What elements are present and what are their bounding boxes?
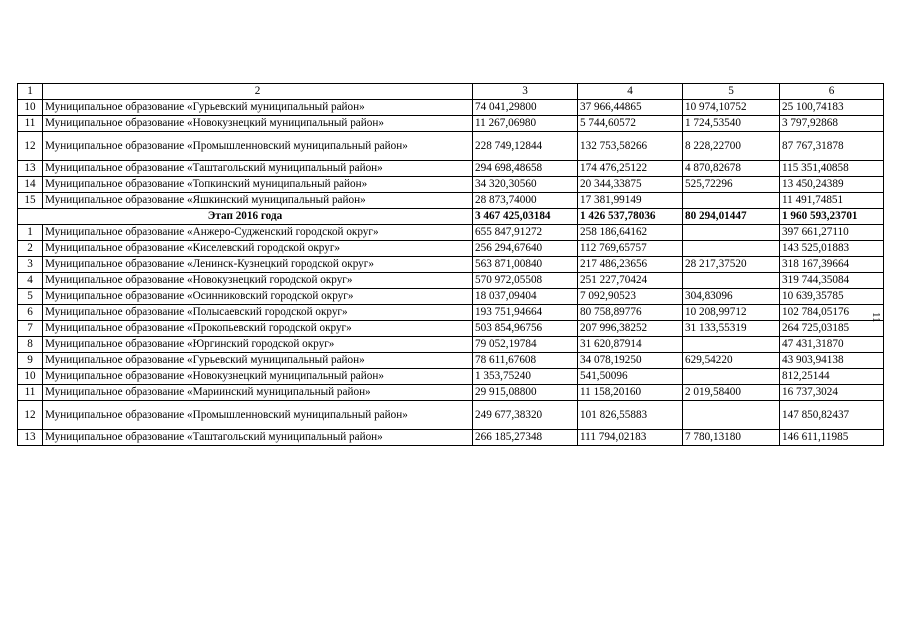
- value-col-5: 1 724,53540: [683, 116, 780, 132]
- value-col-5: 10 974,10752: [683, 100, 780, 116]
- value-col-6: 146 611,11985: [780, 430, 884, 446]
- value-col-4: 207 996,38252: [578, 321, 683, 337]
- row-number: 3: [18, 257, 43, 273]
- value-col-5: 28 217,37520: [683, 257, 780, 273]
- row-number: 15: [18, 193, 43, 209]
- table-row: [18, 305, 884, 321]
- value-col-6: 318 167,39664: [780, 257, 884, 273]
- value-col-4: 31 620,87914: [578, 337, 683, 353]
- column-header: 2: [43, 84, 473, 100]
- value-col-6: 25 100,74183: [780, 100, 884, 116]
- value-col-3: 266 185,27348: [473, 430, 578, 446]
- column-header: 5: [683, 84, 780, 100]
- table-row: [18, 289, 884, 305]
- row-number: 1: [18, 225, 43, 241]
- value-col-4: 7 092,90523: [578, 289, 683, 305]
- table-row: [18, 353, 884, 369]
- value-col-4: 34 078,19250: [578, 353, 683, 369]
- stage-total-col-4: 1 426 537,78036: [578, 209, 683, 225]
- value-col-4: 20 344,33875: [578, 177, 683, 193]
- value-col-5: 7 780,13180: [683, 430, 780, 446]
- value-col-6: 115 351,40858: [780, 161, 884, 177]
- value-col-4: 174 476,25122: [578, 161, 683, 177]
- table-row: [18, 161, 884, 177]
- municipality-name: Муниципальное образование «Анжеро-Судженский городской округ»: [43, 225, 473, 241]
- table-row: [18, 132, 884, 161]
- value-col-4: 111 794,02183: [578, 430, 683, 446]
- value-col-5: 31 133,55319: [683, 321, 780, 337]
- value-col-3: 1 353,75240: [473, 369, 578, 385]
- value-col-3: 294 698,48658: [473, 161, 578, 177]
- column-header: 6: [780, 84, 884, 100]
- value-col-3: 29 915,08800: [473, 385, 578, 401]
- value-col-6: 3 797,92868: [780, 116, 884, 132]
- table-row: [18, 385, 884, 401]
- municipality-name: Муниципальное образование «Промышленновский муниципальный район»: [43, 401, 473, 430]
- table-row: [18, 273, 884, 289]
- value-col-3: 79 052,19784: [473, 337, 578, 353]
- row-number: 5: [18, 289, 43, 305]
- value-col-6: 13 450,24389: [780, 177, 884, 193]
- table-row: [18, 369, 884, 385]
- value-col-6: 10 639,35785: [780, 289, 884, 305]
- column-header: 3: [473, 84, 578, 100]
- value-col-4: 11 158,20160: [578, 385, 683, 401]
- municipality-name: Муниципальное образование «Ленинск-Кузнецкий городской округ»: [43, 257, 473, 273]
- table-row: [18, 100, 884, 116]
- value-col-3: 78 611,67608: [473, 353, 578, 369]
- table-row: [18, 225, 884, 241]
- row-number: 13: [18, 430, 43, 446]
- table-row: [18, 241, 884, 257]
- value-col-3: 249 677,38320: [473, 401, 578, 430]
- row-number: 4: [18, 273, 43, 289]
- value-col-5: [683, 241, 780, 257]
- municipality-name: Муниципальное образование «Юргинский городской округ»: [43, 337, 473, 353]
- value-col-3: 74 041,29800: [473, 100, 578, 116]
- stage-total-col-6: 1 960 593,23701: [780, 209, 884, 225]
- value-col-3: 503 854,96756: [473, 321, 578, 337]
- row-number: 12: [18, 401, 43, 430]
- municipality-name: Муниципальное образование «Полысаевский городской округ»: [43, 305, 473, 321]
- value-col-5: [683, 193, 780, 209]
- value-col-4: 37 966,44865: [578, 100, 683, 116]
- value-col-6: 264 725,03185: [780, 321, 884, 337]
- table-row: [18, 116, 884, 132]
- value-col-3: 563 871,00840: [473, 257, 578, 273]
- value-col-5: [683, 369, 780, 385]
- municipality-name: Муниципальное образование «Яшкинский муниципальный район»: [43, 193, 473, 209]
- value-col-4: 5 744,60572: [578, 116, 683, 132]
- value-col-6: 102 784,05176: [780, 305, 884, 321]
- value-col-3: 34 320,30560: [473, 177, 578, 193]
- municipality-name: Муниципальное образование «Новокузнецкий муниципальный район»: [43, 116, 473, 132]
- value-col-4: 112 769,65757: [578, 241, 683, 257]
- row-number: 10: [18, 100, 43, 116]
- municipality-name: Муниципальное образование «Новокузнецкий муниципальный район»: [43, 369, 473, 385]
- row-number: 11: [18, 385, 43, 401]
- value-col-5: 10 208,99712: [683, 305, 780, 321]
- value-col-3: 570 972,05508: [473, 273, 578, 289]
- column-header-row: [18, 84, 884, 100]
- table-row: [18, 257, 884, 273]
- municipality-name: Муниципальное образование «Гурьевский муниципальный район»: [43, 100, 473, 116]
- row-number: 10: [18, 369, 43, 385]
- value-col-4: 258 186,64162: [578, 225, 683, 241]
- stage-label: Этап 2016 года: [18, 209, 473, 225]
- stage-total-col-5: 80 294,01447: [683, 209, 780, 225]
- municipality-name: Муниципальное образование «Промышленновский муниципальный район»: [43, 132, 473, 161]
- value-col-6: 319 744,35084: [780, 273, 884, 289]
- value-col-6: 812,25144: [780, 369, 884, 385]
- value-col-4: 101 826,55883: [578, 401, 683, 430]
- municipality-name: Муниципальное образование «Мариинский муниципальный район»: [43, 385, 473, 401]
- table-row: [18, 177, 884, 193]
- value-col-4: 217 486,23656: [578, 257, 683, 273]
- funding-table: [17, 83, 884, 446]
- value-col-5: 525,72296: [683, 177, 780, 193]
- value-col-6: 397 661,27110: [780, 225, 884, 241]
- value-col-5: 629,54220: [683, 353, 780, 369]
- table-row: [18, 321, 884, 337]
- value-col-5: [683, 273, 780, 289]
- value-col-6: 16 737,3024: [780, 385, 884, 401]
- table-row: [18, 193, 884, 209]
- municipality-name: Муниципальное образование «Гурьевский муниципальный район»: [43, 353, 473, 369]
- municipality-name: Муниципальное образование «Таштагольский муниципальный район»: [43, 161, 473, 177]
- row-number: 14: [18, 177, 43, 193]
- stage-total-col-3: 3 467 425,03184: [473, 209, 578, 225]
- column-header: 1: [18, 84, 43, 100]
- table-row: [18, 337, 884, 353]
- value-col-5: 304,83096: [683, 289, 780, 305]
- row-number: 8: [18, 337, 43, 353]
- value-col-6: 11 491,74851: [780, 193, 884, 209]
- value-col-3: 28 873,74000: [473, 193, 578, 209]
- value-col-3: 193 751,94664: [473, 305, 578, 321]
- value-col-6: 147 850,82437: [780, 401, 884, 430]
- value-col-6: 47 431,31870: [780, 337, 884, 353]
- row-number: 11: [18, 116, 43, 132]
- value-col-5: 8 228,22700: [683, 132, 780, 161]
- municipality-name: Муниципальное образование «Новокузнецкий городской округ»: [43, 273, 473, 289]
- table-row: [18, 430, 884, 446]
- row-number: 12: [18, 132, 43, 161]
- row-number: 2: [18, 241, 43, 257]
- value-col-4: 541,50096: [578, 369, 683, 385]
- value-col-3: 11 267,06980: [473, 116, 578, 132]
- value-col-4: 80 758,89776: [578, 305, 683, 321]
- value-col-3: 18 037,09404: [473, 289, 578, 305]
- row-number: 7: [18, 321, 43, 337]
- stage-total-row: [18, 209, 884, 225]
- value-col-5: [683, 225, 780, 241]
- municipality-name: Муниципальное образование «Киселевский городской округ»: [43, 241, 473, 257]
- municipality-name: Муниципальное образование «Топкинский муниципальный район»: [43, 177, 473, 193]
- value-col-5: [683, 401, 780, 430]
- value-col-6: 87 767,31878: [780, 132, 884, 161]
- value-col-5: 2 019,58400: [683, 385, 780, 401]
- page-number: 11: [870, 312, 882, 323]
- column-header: 4: [578, 84, 683, 100]
- value-col-5: [683, 337, 780, 353]
- value-col-6: 143 525,01883: [780, 241, 884, 257]
- value-col-3: 228 749,12844: [473, 132, 578, 161]
- value-col-6: 43 903,94138: [780, 353, 884, 369]
- value-col-3: 256 294,67640: [473, 241, 578, 257]
- value-col-4: 132 753,58266: [578, 132, 683, 161]
- value-col-4: 251 227,70424: [578, 273, 683, 289]
- row-number: 13: [18, 161, 43, 177]
- value-col-4: 17 381,99149: [578, 193, 683, 209]
- municipality-name: Муниципальное образование «Прокопьевский городской округ»: [43, 321, 473, 337]
- value-col-5: 4 870,82678: [683, 161, 780, 177]
- table-row: [18, 401, 884, 430]
- value-col-3: 655 847,91272: [473, 225, 578, 241]
- row-number: 9: [18, 353, 43, 369]
- municipality-name: Муниципальное образование «Таштагольский муниципальный район»: [43, 430, 473, 446]
- municipality-name: Муниципальное образование «Осинниковский городской округ»: [43, 289, 473, 305]
- row-number: 6: [18, 305, 43, 321]
